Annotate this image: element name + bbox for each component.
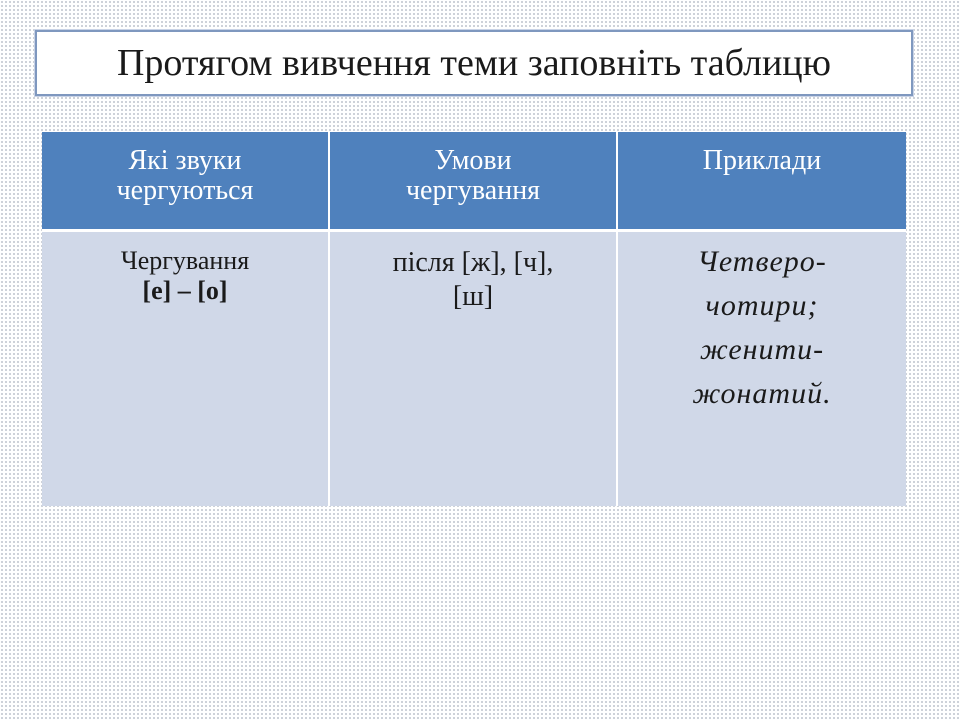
cell-sounds-pair: [е] – [о] [142,275,228,305]
cell-example-line: женити- [699,332,825,366]
header-sounds [42,132,329,230]
header-conditions-line: Умови [434,145,512,176]
cell-sounds [42,230,329,506]
table-header-row [42,132,906,230]
header-examples [617,132,906,230]
cell-example-line: жонатий. [692,376,832,410]
cell-conditions-line: після [ж], [ч], [392,246,554,278]
alternation-table-container [42,132,906,506]
cell-conditions-line: [ш] [452,280,494,312]
header-conditions [329,132,617,230]
header-sounds-line: Які звуки [128,145,242,176]
slide-title-box [35,30,913,96]
header-conditions-line: чергування [405,175,541,206]
cell-example-line: Четверо- [697,244,827,278]
cell-examples [617,230,906,506]
header-sounds-line: чергуються [116,175,254,206]
cell-conditions [329,230,617,506]
cell-example-line: чотири; [705,288,819,322]
slide-title: Протягом вивчення теми заповніть таблицю [116,42,832,84]
header-examples-line: Приклади [702,145,822,176]
alternation-table [42,132,906,506]
table-row [42,230,906,506]
cell-sounds-label: Чергування [120,245,250,275]
